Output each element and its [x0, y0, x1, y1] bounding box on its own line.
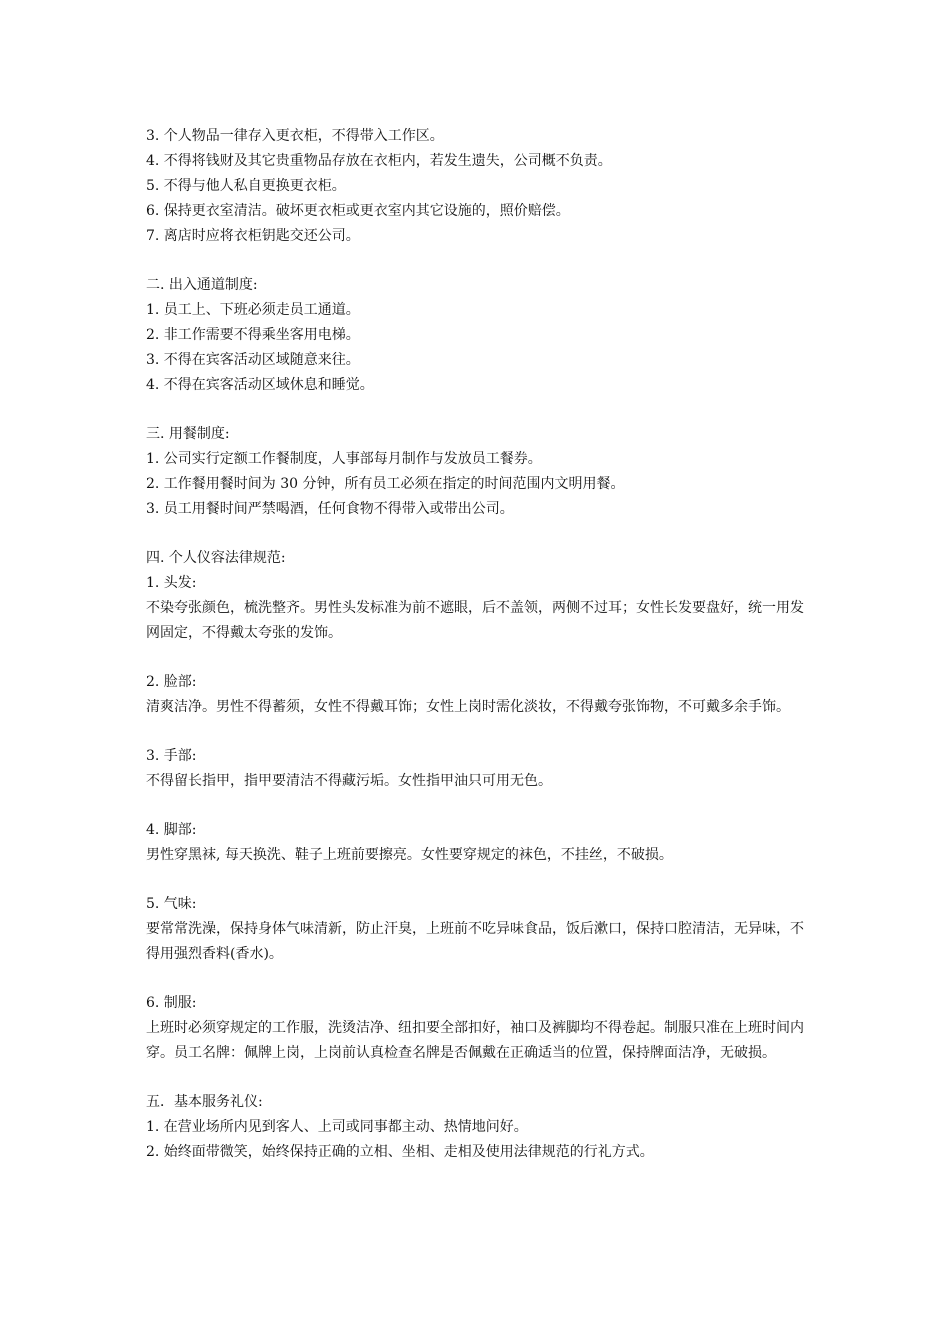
- hands-title: 3. 手部:: [146, 748, 197, 764]
- passage-item-3: 3. 不得在宾客活动区域随意来往。: [146, 352, 360, 368]
- meals-heading: 三. 用餐制度:: [146, 426, 230, 442]
- section-gap: [146, 522, 814, 546]
- feet-text: 男性穿黑袜, 每天换洗、鞋子上班前要擦亮。女性要穿规定的袜色，不挂丝，不破损。: [146, 847, 673, 863]
- section-gap: [146, 249, 814, 273]
- uniform-title: 6. 制服:: [146, 995, 197, 1011]
- service-heading: 五．基本服务礼仪:: [146, 1094, 263, 1110]
- odor-title: 5. 气味:: [146, 896, 197, 912]
- hair-title: 1. 头发:: [146, 575, 197, 591]
- section-gap: [146, 967, 814, 991]
- locker-rule-6: 6. 保持更衣室清洁。破坏更衣柜或更衣室内其它设施的，照价赔偿。: [146, 203, 570, 219]
- locker-rule-7: 7. 离店时应将衣柜钥匙交还公司。: [146, 228, 360, 244]
- section-gap: [146, 868, 814, 892]
- meals-item-1: 1. 公司实行定额工作餐制度，人事部每月制作与发放员工餐券。: [146, 451, 542, 467]
- service-item-1: 1. 在营业场所内见到客人、上司或同事都主动、热情地问好。: [146, 1119, 528, 1135]
- passage-item-2: 2. 非工作需要不得乘坐客用电梯。: [146, 327, 360, 343]
- face-title: 2. 脸部:: [146, 674, 197, 690]
- uniform-text: 上班时必须穿规定的工作服，洗烫洁净、纽扣要全部扣好，袖口及裤脚均不得卷起。制服只准在上班时间内穿。员工名牌：佩牌上岗，上岗前认真检查名牌是否佩戴在正确适当的位置，保持牌面洁净，无破损。: [146, 1020, 804, 1061]
- section-gap: [146, 720, 814, 744]
- appearance-heading: 四. 个人仪容法律规范:: [146, 550, 286, 566]
- locker-rule-3: 3. 个人物品一律存入更衣柜，不得带入工作区。: [146, 128, 444, 144]
- section-gap: [146, 1066, 814, 1090]
- service-item-2: 2. 始终面带微笑，始终保持正确的立相、坐相、走相及使用法律规范的行礼方式。: [146, 1144, 654, 1160]
- locker-rule-5: 5. 不得与他人私自更换更衣柜。: [146, 178, 346, 194]
- meals-item-2: 2. 工作餐用餐时间为 30 分钟，所有员工必须在指定的时间范围内文明用餐。: [146, 476, 625, 492]
- hands-text: 不得留长指甲，指甲要清洁不得藏污垢。女性指甲油只可用无色。: [146, 773, 552, 789]
- section-gap: [146, 398, 814, 422]
- passage-item-4: 4. 不得在宾客活动区域休息和睡觉。: [146, 377, 374, 393]
- meals-item-3: 3. 员工用餐时间严禁喝酒，任何食物不得带入或带出公司。: [146, 501, 514, 517]
- section-gap: [146, 646, 814, 670]
- odor-text: 要常常洗澡，保持身体气味清新，防止汗臭，上班前不吃异味食品，饭后漱口，保持口腔清洁，无异味，不得用强烈香料(香水)。: [146, 921, 804, 962]
- hair-text: 不染夸张颜色，梳洗整齐。男性头发标准为前不遮眼，后不盖领，两侧不过耳；女性长发要盘好，统一用发网固定，不得戴太夸张的发饰。: [146, 600, 804, 641]
- section-gap: [146, 794, 814, 818]
- passage-heading: 二. 出入通道制度:: [146, 277, 258, 293]
- locker-rule-4: 4. 不得将钱财及其它贵重物品存放在衣柜内，若发生遗失，公司概不负责。: [146, 153, 612, 169]
- document-body: [146, 124, 814, 1165]
- face-text: 清爽洁净。男性不得蓄须，女性不得戴耳饰；女性上岗时需化淡妆，不得戴夸张饰物，不可戴多余手饰。: [146, 699, 790, 715]
- passage-item-1: 1. 员工上、下班必须走员工通道。: [146, 302, 360, 318]
- feet-title: 4. 脚部:: [146, 822, 197, 838]
